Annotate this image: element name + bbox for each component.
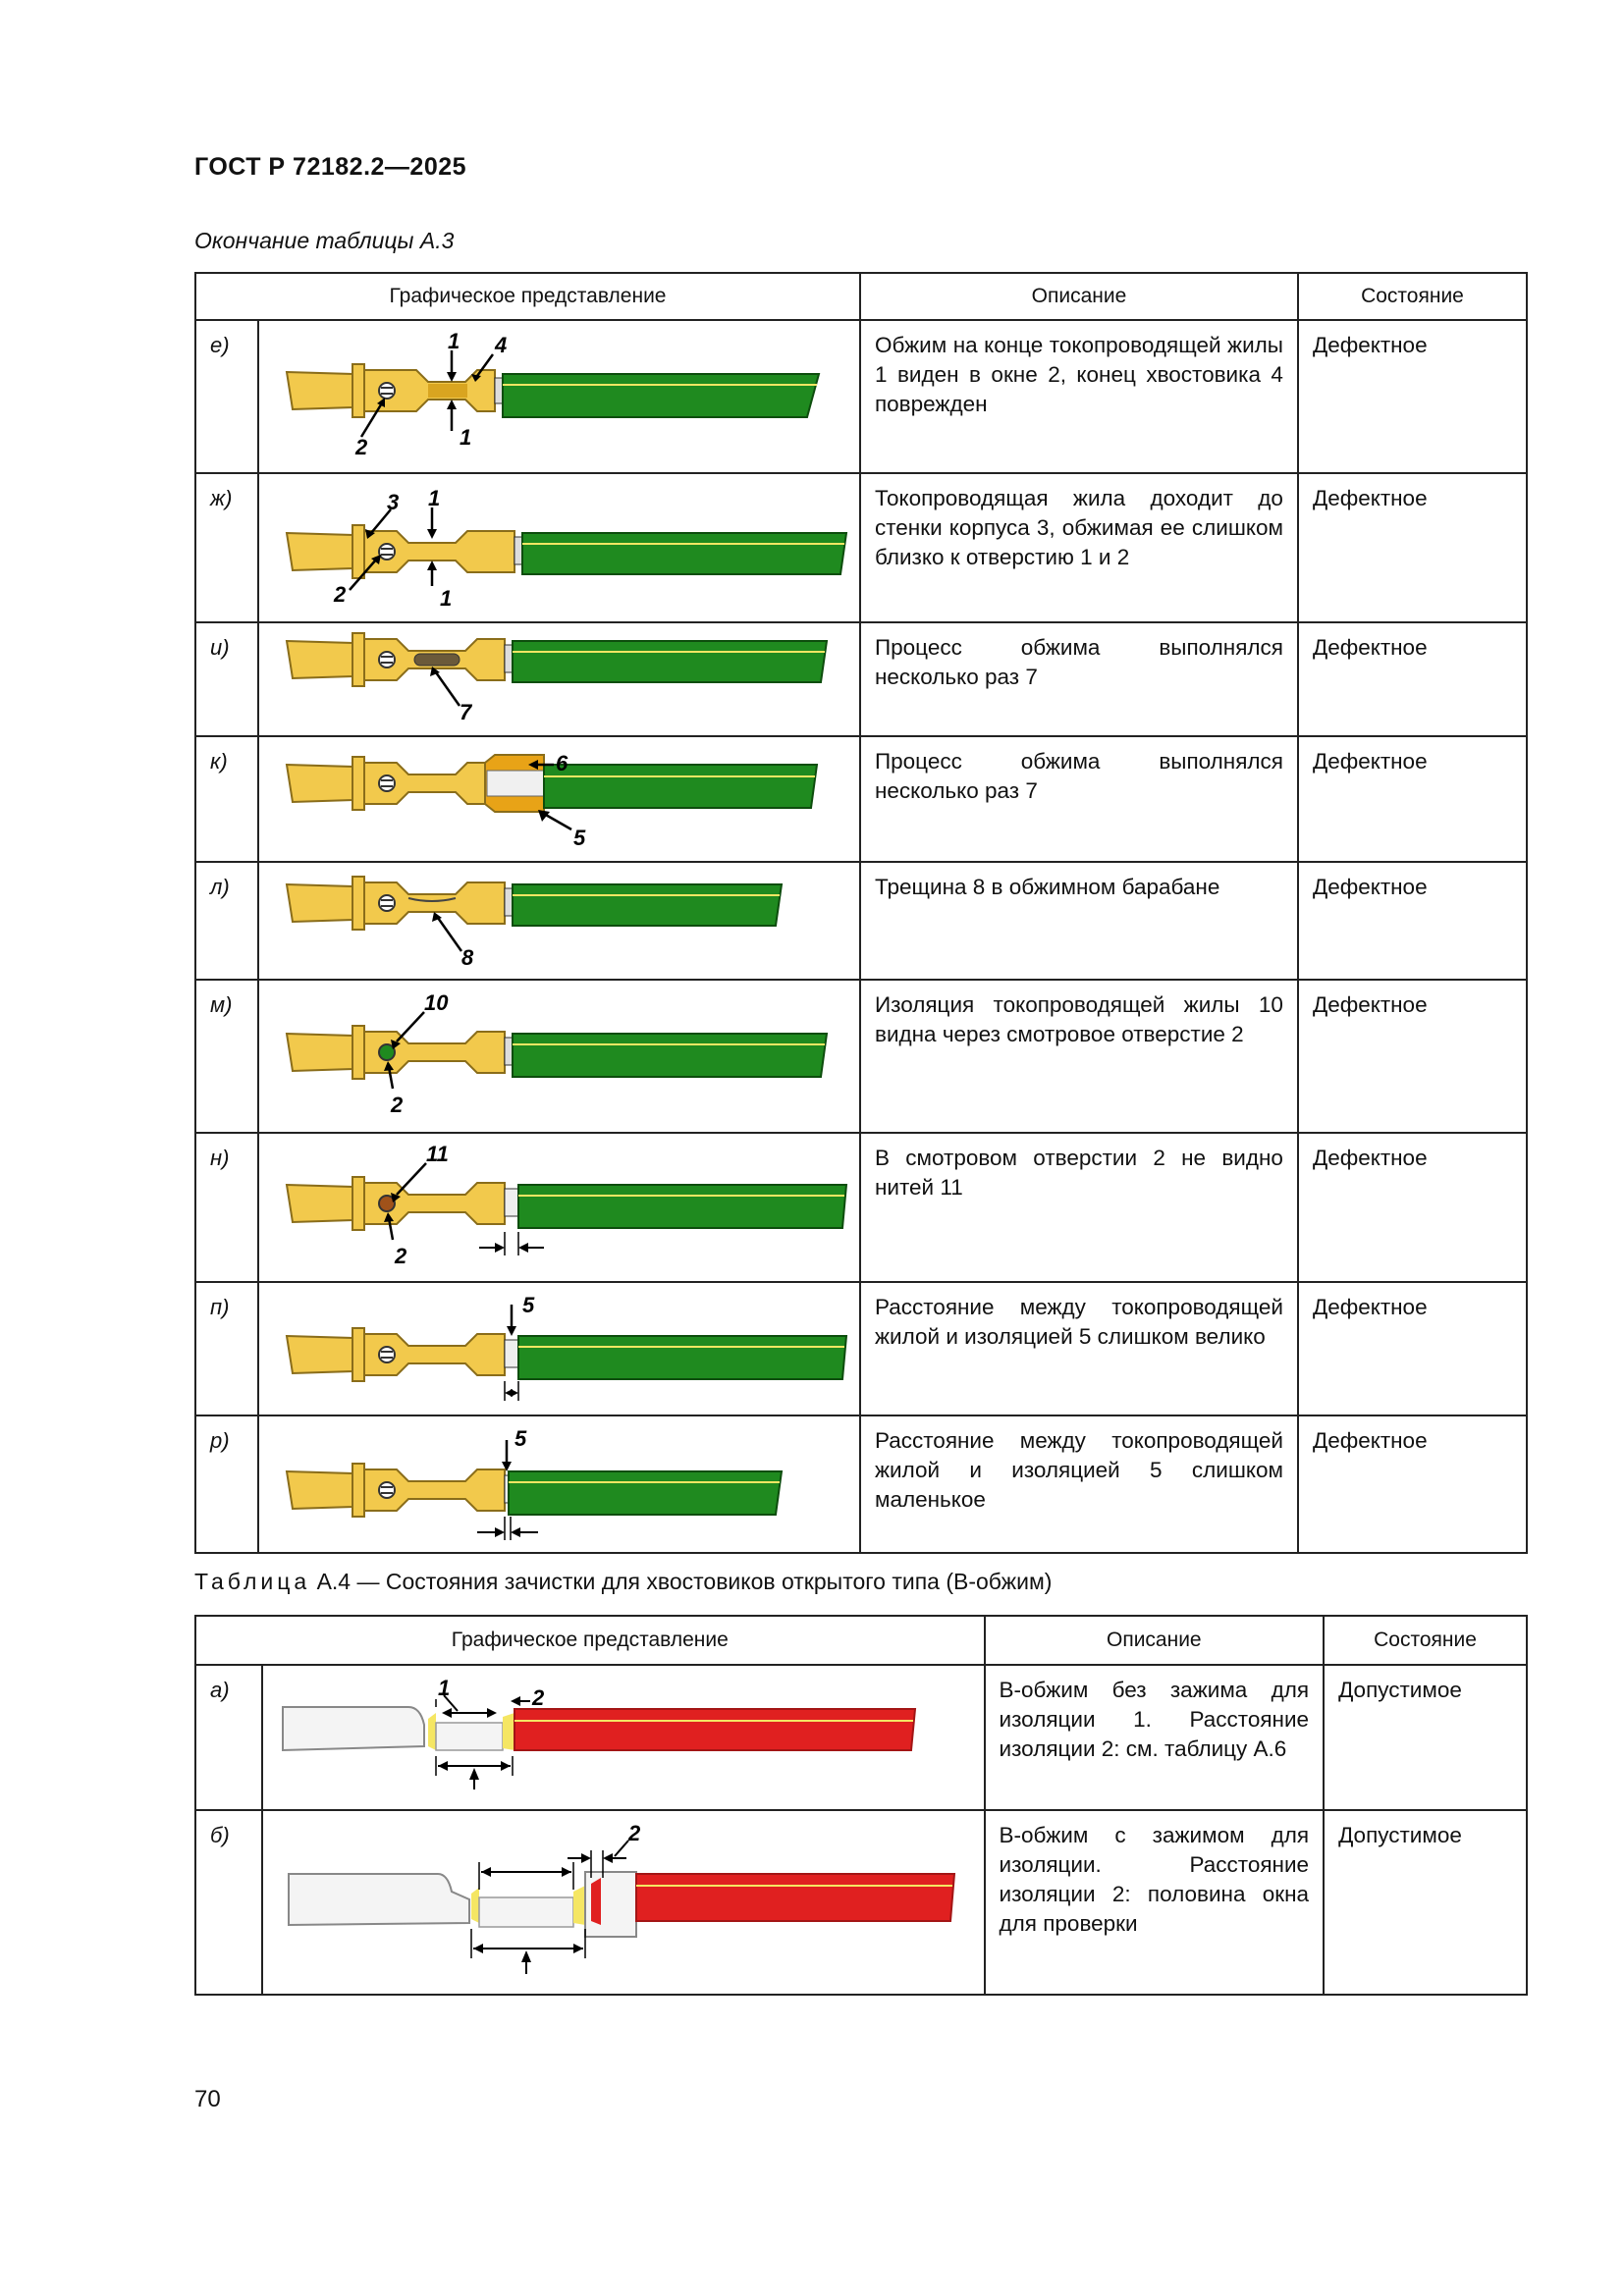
table-a4-caption-prefix: Таблица — [194, 1569, 311, 1594]
callout-2: 2 — [334, 582, 347, 607]
callout-11: 11 — [426, 1142, 450, 1166]
crimp-figure-m — [259, 981, 858, 1130]
crimp-figure-n — [259, 1134, 858, 1279]
row-state: Дефектное — [1298, 1133, 1527, 1282]
crimp-figure-i — [259, 623, 858, 733]
row-letter: п) — [195, 1282, 258, 1415]
callout-2: 2 — [355, 435, 368, 459]
row-letter: к) — [195, 736, 258, 862]
callout-1: 1 — [448, 329, 460, 353]
table-row — [195, 320, 1527, 473]
row-state: Дефектное — [1298, 736, 1527, 862]
row-description: Процесс обжима выполнялся несколько раз 7 — [860, 736, 1298, 862]
crimp-figure-e — [259, 321, 858, 470]
table-row — [195, 1282, 1527, 1415]
row-letter: б) — [195, 1810, 262, 1995]
row-description: Токопроводящая жила доходит до стенки корпуса 3, обжимая ее слишком близко к отверстию 1 и 2 — [860, 473, 1298, 622]
crimp-figure-r — [259, 1416, 858, 1550]
page-number: 70 — [194, 2086, 221, 2112]
row-figure — [262, 1810, 984, 1995]
row-letter: н) — [195, 1133, 258, 1282]
header-description: Описание — [860, 273, 1298, 320]
callout-5: 5 — [522, 1293, 535, 1317]
callout-5: 5 — [514, 1426, 527, 1451]
header-graphic: Графическое представление — [195, 273, 860, 320]
row-description: В смотровом отверстии 2 не видно нитей 11 — [860, 1133, 1298, 1282]
callout-5: 5 — [573, 826, 586, 850]
row-letter: е) — [195, 320, 258, 473]
row-figure — [258, 1133, 860, 1282]
row-figure — [258, 1415, 860, 1553]
row-description: Трещина 8 в обжимном барабане — [860, 862, 1298, 980]
callout-2: 2 — [532, 1685, 545, 1710]
row-description: Изоляция токопроводящей жилы 10 видна через смотровое отверстие 2 — [860, 980, 1298, 1133]
row-state: Допустимое — [1324, 1665, 1527, 1810]
row-figure — [258, 320, 860, 473]
row-letter: а) — [195, 1665, 262, 1810]
table-a4-caption-text: А.4 — Состояния зачистки для хвостовиков открытого типа (В-обжим) — [310, 1569, 1053, 1594]
row-figure — [258, 622, 860, 736]
header-state: Состояние — [1324, 1616, 1527, 1665]
b-crimp-figure-b — [263, 1811, 982, 1992]
callout-8: 8 — [461, 945, 474, 970]
table-row — [195, 980, 1527, 1133]
row-description: Процесс обжима выполнялся несколько раз 7 — [860, 622, 1298, 736]
row-figure — [262, 1665, 984, 1810]
table-row — [195, 1415, 1527, 1553]
row-state: Допустимое — [1324, 1810, 1527, 1995]
callout-1: 1 — [428, 486, 441, 510]
crimp-figure-l — [259, 863, 858, 977]
row-letter: и) — [195, 622, 258, 736]
table-row — [195, 862, 1527, 980]
row-description: Расстояние между токопроводящей жилой и изоляцией 5 слишком велико — [860, 1282, 1298, 1415]
b-crimp-figure-a — [263, 1666, 982, 1807]
crimp-figure-zh — [259, 474, 858, 619]
table-a4-caption — [194, 1569, 1052, 1595]
table-row — [195, 473, 1527, 622]
header-description: Описание — [985, 1616, 1325, 1665]
table-row — [195, 622, 1527, 736]
header-state: Состояние — [1298, 273, 1527, 320]
callout-6: 6 — [556, 751, 568, 775]
table-row — [195, 1665, 1527, 1810]
row-state: Дефектное — [1298, 862, 1527, 980]
row-state: Дефектное — [1298, 980, 1527, 1133]
row-description: В-обжим с зажимом для изоляции. Расстояние изоляции 2: половина окна для проверки — [985, 1810, 1325, 1995]
callout-7: 7 — [460, 700, 472, 724]
table-a3 — [194, 272, 1528, 1554]
callout-1: 1 — [438, 1676, 451, 1700]
row-state: Дефектное — [1298, 1415, 1527, 1553]
row-letter: м) — [195, 980, 258, 1133]
callout-3: 3 — [387, 490, 400, 514]
row-letter: л) — [195, 862, 258, 980]
callout-1b: 1 — [440, 586, 453, 611]
table-row — [195, 1133, 1527, 1282]
callout-2: 2 — [628, 1821, 641, 1845]
document-title: ГОСТ Р 72182.2—2025 — [194, 153, 467, 181]
row-figure — [258, 980, 860, 1133]
table-a3-header-row — [195, 273, 1527, 320]
row-letter: ж) — [195, 473, 258, 622]
row-state: Дефектное — [1298, 473, 1527, 622]
callout-4: 4 — [495, 333, 508, 357]
row-state: Дефектное — [1298, 622, 1527, 736]
callout-10: 10 — [424, 990, 449, 1015]
table-row — [195, 1810, 1527, 1995]
callout-1b: 1 — [460, 425, 472, 450]
row-description: В-обжим без зажима для изоляции 1. Расстояние изоляции 2: см. таблицу А.6 — [985, 1665, 1325, 1810]
table-a4-header-row — [195, 1616, 1527, 1665]
callout-2: 2 — [395, 1244, 407, 1268]
row-letter: р) — [195, 1415, 258, 1553]
row-figure — [258, 1282, 860, 1415]
row-figure — [258, 736, 860, 862]
callout-2: 2 — [391, 1093, 404, 1117]
table-row — [195, 736, 1527, 862]
row-figure — [258, 862, 860, 980]
crimp-figure-k — [259, 737, 858, 859]
row-figure — [258, 473, 860, 622]
row-description: Обжим на конце токопроводящей жилы 1 виден в окне 2, конец хвостовика 4 поврежден — [860, 320, 1298, 473]
table-a4 — [194, 1615, 1528, 1996]
table-a3-caption: Окончание таблицы А.3 — [194, 228, 455, 253]
row-state: Дефектное — [1298, 320, 1527, 473]
crimp-figure-p — [259, 1283, 858, 1413]
row-state: Дефектное — [1298, 1282, 1527, 1415]
row-description: Расстояние между токопроводящей жилой и изоляцией 5 слишком маленькое — [860, 1415, 1298, 1553]
header-graphic: Графическое представление — [195, 1616, 985, 1665]
